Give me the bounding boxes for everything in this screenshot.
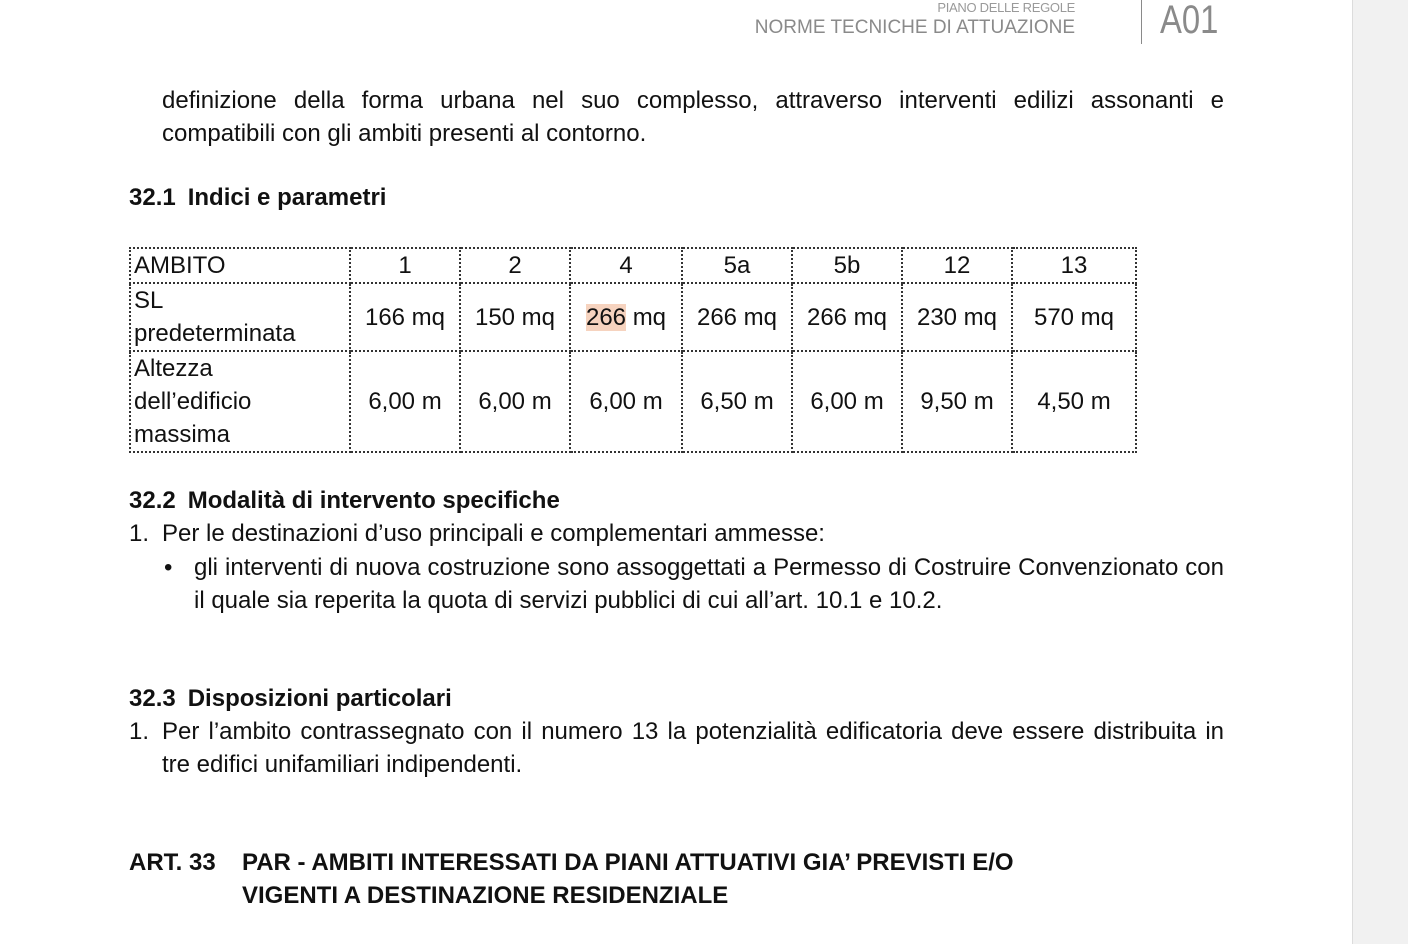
row-label-line: SL bbox=[134, 287, 164, 314]
section-title: Modalità di intervento specifiche bbox=[187, 487, 560, 514]
row-label bbox=[130, 351, 350, 452]
table-cell: 6,00 m bbox=[792, 351, 902, 452]
header-section-small: PIANO DELLE REGOLE bbox=[937, 0, 1075, 15]
table-cell: 6,50 m bbox=[682, 351, 792, 452]
table-cell: 4,50 m bbox=[1012, 351, 1136, 452]
parameters-table bbox=[129, 247, 1137, 453]
viewer-side-gutter bbox=[1352, 0, 1408, 944]
article-33-number: ART. 33 bbox=[129, 849, 216, 876]
header-section-title: NORME TECNICHE DI ATTUAZIONE bbox=[754, 17, 1075, 38]
column-header: 1 bbox=[350, 248, 460, 283]
table-cell: 570 mq bbox=[1012, 283, 1136, 351]
article-title-line: PAR - AMBITI INTERESSATI DA PIANI ATTUATIVI GIA’ PREVISTI E/O bbox=[242, 849, 1014, 876]
section-number: 32.2 bbox=[129, 487, 176, 514]
column-header: 4 bbox=[570, 248, 682, 283]
table-cell: 6,00 m bbox=[570, 351, 682, 452]
column-header: 2 bbox=[460, 248, 570, 283]
row-label bbox=[130, 283, 350, 351]
table-header-row bbox=[130, 248, 1136, 283]
table-cell: 166 mq bbox=[350, 283, 460, 351]
table-cell: 6,00 m bbox=[350, 351, 460, 452]
section-number: 32.1 bbox=[129, 184, 176, 211]
row-label-line: massima bbox=[134, 421, 231, 448]
list-item-text: Per le destinazioni d’uso principali e complementari ammesse: bbox=[162, 520, 825, 547]
table-row bbox=[130, 283, 1136, 351]
bullet-icon: • bbox=[164, 554, 173, 581]
section-number: 32.3 bbox=[129, 685, 176, 712]
section-title: Disposizioni particolari bbox=[187, 685, 452, 712]
table-cell: 230 mq bbox=[902, 283, 1012, 351]
column-header: 5a bbox=[682, 248, 792, 283]
table-cell: 266 mq bbox=[682, 283, 792, 351]
section-32-3-heading bbox=[129, 682, 452, 715]
table-row bbox=[130, 351, 1136, 452]
column-header: 13 bbox=[1012, 248, 1136, 283]
bullet-text: gli interventi di nuova costruzione sono assoggettati a Permesso di Costruire Convenzionato con il quale sia reperita la quota di servizi pubblici di cui all’art. 10.1 e 10.2. bbox=[194, 554, 1224, 614]
table-cell: 266 mq bbox=[792, 283, 902, 351]
section-title: Indici e parametri bbox=[187, 184, 387, 211]
row-label-line: dell’edificio bbox=[134, 388, 252, 415]
table-cell: 150 mq bbox=[460, 283, 570, 351]
section-32-2-heading bbox=[129, 484, 560, 517]
column-header: 5b bbox=[792, 248, 902, 283]
list-item-number: 1. bbox=[129, 520, 150, 547]
article-title-line: VIGENTI A DESTINAZIONE RESIDENZIALE bbox=[242, 882, 729, 909]
highlighted-text: 266 bbox=[585, 303, 627, 331]
table-cell: 9,50 m bbox=[902, 351, 1012, 452]
table-cell-highlighted bbox=[570, 283, 682, 351]
article-33-title bbox=[242, 846, 1242, 912]
header-document-code: A01 bbox=[1160, 0, 1219, 42]
header-divider bbox=[1141, 0, 1142, 44]
section-32-1-heading bbox=[129, 181, 386, 214]
list-item-text: Per l’ambito contrassegnato con il numero 13 la potenzialità edificatoria deve essere distribuita in tre edifici unifamiliari indipendenti. bbox=[162, 718, 1224, 778]
row-label-line: Altezza bbox=[134, 355, 213, 382]
table-header-label: AMBITO bbox=[130, 248, 350, 283]
unit-text: mq bbox=[632, 303, 667, 331]
column-header: 12 bbox=[902, 248, 1012, 283]
row-label-line: predeterminata bbox=[134, 320, 296, 347]
list-item-number: 1. bbox=[129, 718, 150, 745]
intro-paragraph: definizione della forma urbana nel suo complesso, attraverso interventi edilizi assonanti e compatibili con gli ambiti presenti al contorno. bbox=[162, 87, 1224, 147]
table-cell: 6,00 m bbox=[460, 351, 570, 452]
